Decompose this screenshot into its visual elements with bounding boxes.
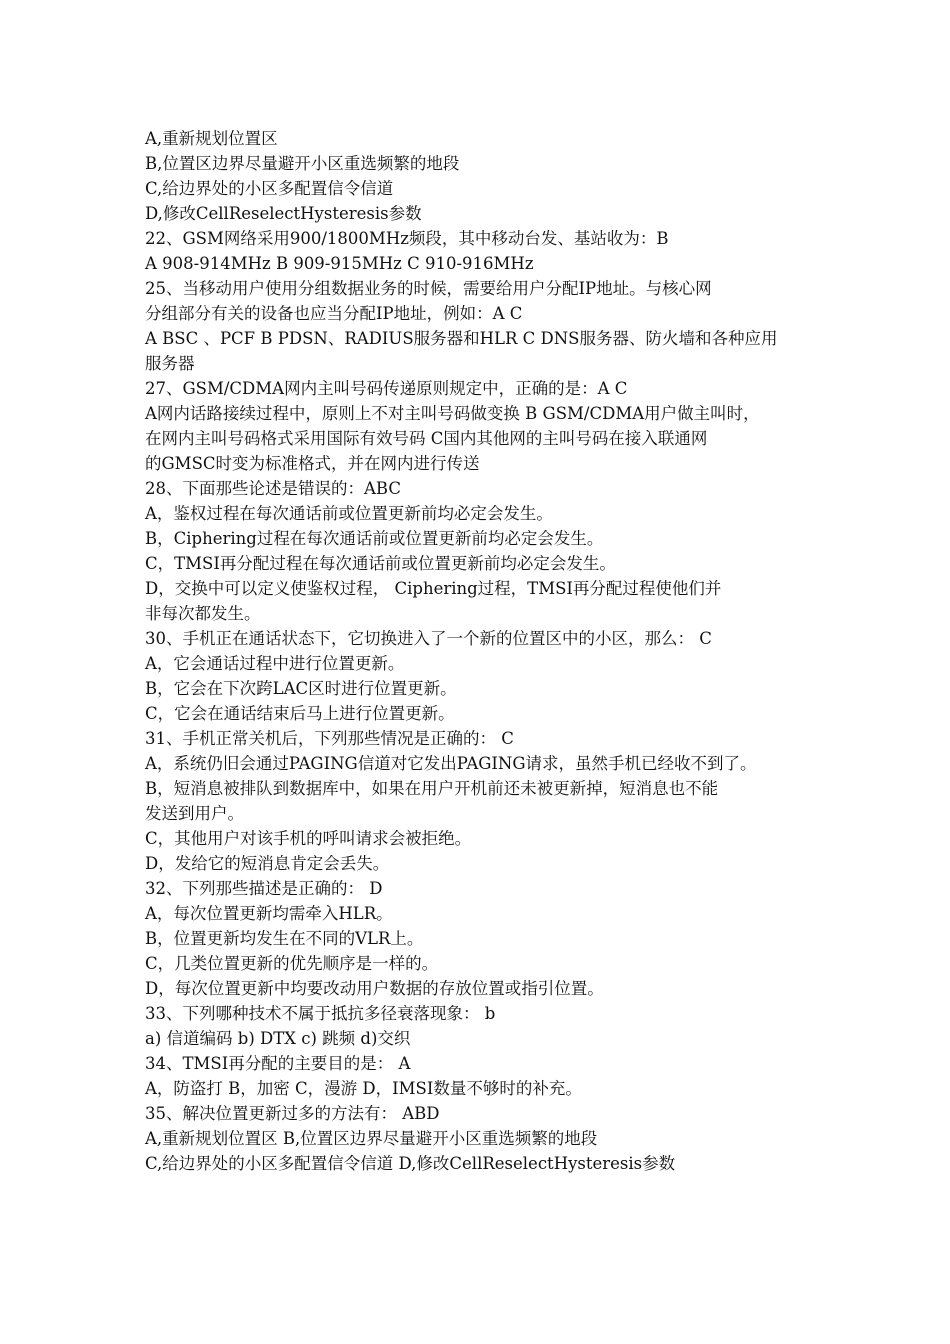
text-line: C，它会在通话结束后马上进行位置更新。: [145, 704, 455, 723]
text-line: 在网内主叫号码格式采用国际有效号码 C国内其他网的主叫号码在接入联通网: [145, 429, 708, 448]
text-line: A，鉴权过程在每次通话前或位置更新前均必定会发生。: [145, 504, 553, 523]
text-line: A，它会通话过程中进行位置更新。: [145, 654, 405, 673]
text-line: C，几类位置更新的优先顺序是一样的。: [145, 954, 439, 973]
text-line: 分组部分有关的设备也应当分配IP地址，例如：A C: [145, 304, 523, 323]
text-line: a) 信道编码 b) DTX c) 跳频 d)交织: [145, 1029, 411, 1048]
text-line: C,给边界处的小区多配置信令信道 D,修改CellReselectHysteresis参数: [145, 1154, 676, 1173]
text-line: D，发给它的短消息肯定会丢失。: [145, 854, 390, 873]
question-28: 28、下面那些论述是错误的：ABC: [145, 479, 401, 498]
text-line: A 908-914MHz B 909-915MHz C 910-916MHz: [145, 254, 534, 273]
text-line: D，每次位置更新中均要改动用户数据的存放位置或指引位置。: [145, 979, 604, 998]
text-line: 发送到用户。: [145, 804, 244, 823]
question-27: 27、GSM/CDMA网内主叫号码传递原则规定中，正确的是：A C: [145, 379, 628, 398]
question-34: 34、TMSI再分配的主要目的是： A: [145, 1054, 411, 1073]
question-35: 35、解决位置更新过多的方法有： ABD: [145, 1104, 440, 1123]
text-line: A，系统仍旧会通过PAGING信道对它发出PAGING请求，虽然手机已经收不到了。: [145, 754, 757, 773]
text-line: 服务器: [145, 354, 195, 373]
text-line: C，其他用户对该手机的呼叫请求会被拒绝。: [145, 829, 472, 848]
text-line: 非每次都发生。: [145, 604, 261, 623]
text-line: A，防盗打 B，加密 C，漫游 D，IMSI数量不够时的补充。: [145, 1079, 582, 1098]
question-22: 22、GSM网络采用900/1800MHz频段，其中移动台发、基站收为：B: [145, 229, 669, 248]
text-line: A,重新规划位置区: [145, 129, 278, 148]
text-line: B，短消息被排队到数据库中，如果在用户开机前还未被更新掉，短消息也不能: [145, 779, 719, 798]
text-line: A BSC 、PCF B PDSN、RADIUS服务器和HLR C DNS服务器、防火墙和各种应用: [145, 329, 778, 348]
text-line: B，Ciphering过程在每次通话前或位置更新前均必定会发生。: [145, 529, 604, 548]
text-line: D，交换中可以定义使鉴权过程， Ciphering过程，TMSI再分配过程使他们并: [145, 579, 722, 598]
text-line: D,修改CellReselectHysteresis参数: [145, 204, 422, 223]
question-31: 31、手机正常关机后，下列那些情况是正确的： C: [145, 729, 514, 748]
text-line: A，每次位置更新均需牵入HLR。: [145, 904, 393, 923]
text-line: B，它会在下次跨LAC区时进行位置更新。: [145, 679, 457, 698]
text-line: A,重新规划位置区 B,位置区边界尽量避开小区重选频繁的地段: [145, 1129, 598, 1148]
question-25: 25、当移动用户使用分组数据业务的时候，需要给用户分配IP地址。与核心网: [145, 279, 712, 298]
text-line: B,位置区边界尽量避开小区重选频繁的地段: [145, 154, 460, 173]
text-line: C，TMSI再分配过程在每次通话前或位置更新前均必定会发生。: [145, 554, 616, 573]
text-line: C,给边界处的小区多配置信令信道: [145, 179, 394, 198]
text-line: 的GMSC时变为标准格式，并在网内进行传送: [145, 454, 480, 473]
question-33: 33、下列哪种技术不属于抵抗多径衰落现象： b: [145, 1004, 496, 1023]
question-32: 32、下列那些描述是正确的： D: [145, 879, 383, 898]
question-30: 30、手机正在通话状态下，它切换进入了一个新的位置区中的小区，那么： C: [145, 629, 712, 648]
text-line: A网内话路接续过程中，原则上不对主叫号码做变换 B GSM/CDMA用户做主叫时，: [145, 404, 760, 423]
document-body: [145, 126, 825, 1176]
text-line: B，位置更新均发生在不同的VLR上。: [145, 929, 424, 948]
